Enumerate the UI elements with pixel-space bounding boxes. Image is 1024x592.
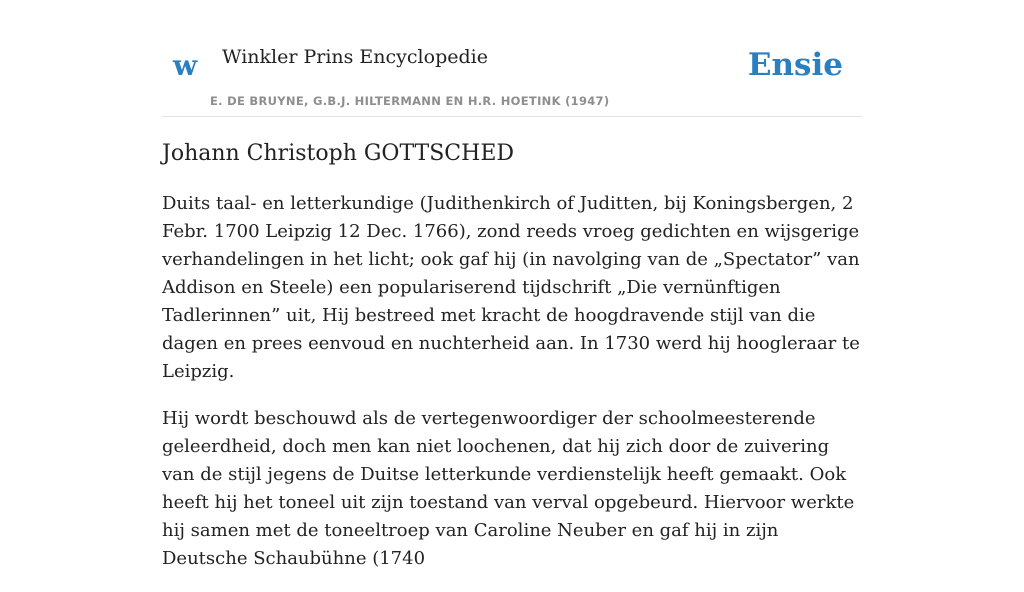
article	[162, 138, 862, 592]
article-paragraph-2: Hij wordt beschouwd als de vertegenwoordiger der schoolmeesterende geleerdheid, doch men kan niet loochenen, dat hij zich door de zuivering van de stijl jegens de Duitse letterkunde verdienstelijk heeft gemaakt. Ook heeft hij het toneel uit zijn toestand van verval opgebeurd. Hiervoor werkte hij samen met de toneeltroep van Caroline Neuber en gaf hij in zijn Deutsche Schaubühne (1740	[162, 408, 855, 569]
logo-icon[interactable]: w	[173, 49, 198, 82]
site-subtitle: E. DE BRUYNE, G.B.J. HILTERMANN EN H.R. HOETINK (1947)	[210, 94, 610, 108]
site-title[interactable]: Winkler Prins Encyclopedie	[222, 46, 488, 68]
brand-logo[interactable]: Ensie	[747, 47, 843, 83]
article-title: Johann Christoph GOTTSCHED	[162, 141, 515, 166]
site-header	[162, 0, 862, 117]
article-paragraph-1: Duits taal- en letterkundige (Judithenkirch of Juditten, bij Koningsbergen, 2 Febr. 1700 Leipzig 12 Dec. 1766), zond reeds vroeg gedichten en wijsgerige verhandelingen in het licht; ook gaf hij (in navolging van de „Spectator” van Addison en Steele) een populariserend tijdschrift „Die vernünftigen Tadlerinnen” uit, Hij bestreed met kracht de hoogdravende stijl van die dagen en prees eenvoud en nuchterheid aan. In 1730 werd hij hoogleraar te Leipzig.	[162, 193, 860, 382]
